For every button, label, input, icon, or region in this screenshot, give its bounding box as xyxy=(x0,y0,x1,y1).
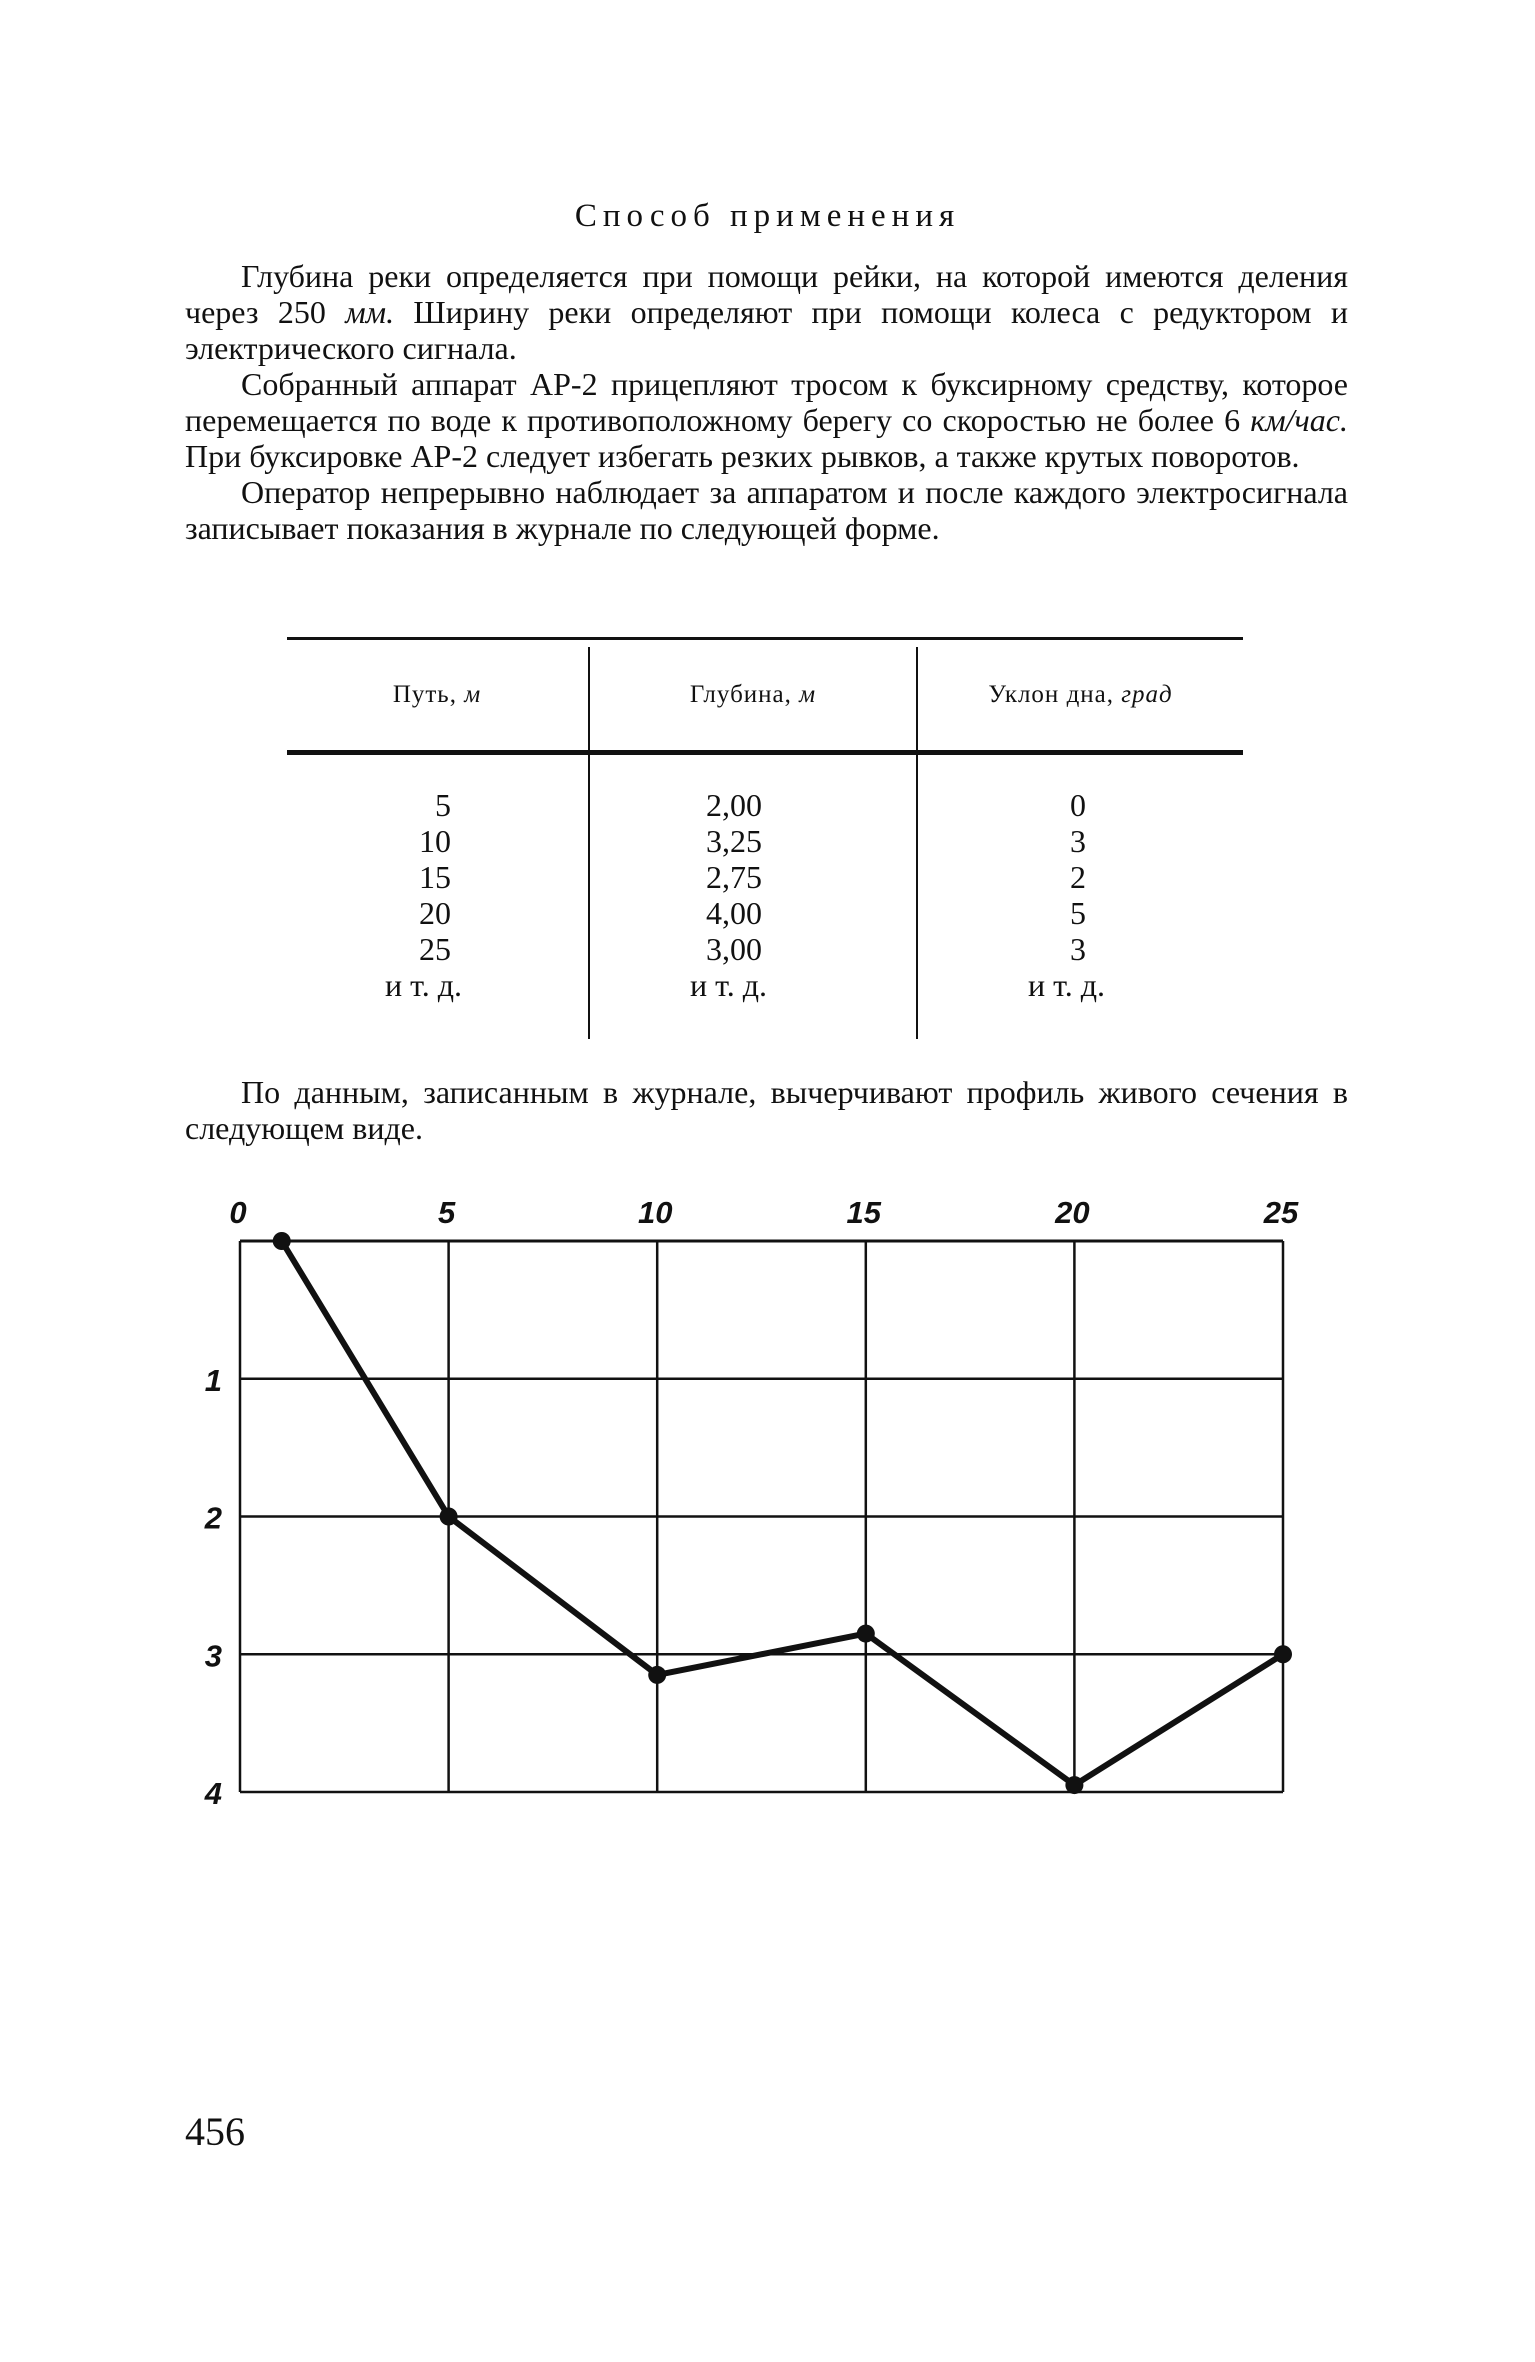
paragraph-towing: Собранный аппарат АР-2 прицепляют тросом к буксирному средству, которое перемещается по воде к противоположному берегу со скоростью не более 6 км/час. При буксировке АР-2 следует избегать резких рывков, а также крутых поворотов. xyxy=(185,366,1348,474)
section-heading: Способ применения xyxy=(574,198,961,234)
table-cell: 15 xyxy=(419,859,451,895)
table-cell: 2,75 xyxy=(706,859,762,895)
profile-point xyxy=(1274,1645,1292,1663)
table-cell: 4,00 xyxy=(706,895,762,931)
paragraph-depth: Глубина реки определяется при помощи рейки, на которой имеются деления через 250 мм. Ширину реки определяют при помощи колеса с редуктором и электрического сигнала. xyxy=(185,258,1348,366)
header-depth: Глубина, м xyxy=(689,681,817,708)
x-tick-label: 0 xyxy=(229,1195,247,1230)
y-tick-label: 4 xyxy=(204,1776,222,1811)
profile-point xyxy=(648,1666,666,1684)
table-cell: 3 xyxy=(1070,823,1086,859)
profile-point xyxy=(1065,1776,1083,1794)
y-tick-label: 1 xyxy=(204,1362,222,1398)
y-tick-label: 3 xyxy=(204,1638,222,1674)
y-tick-label: 2 xyxy=(204,1500,222,1536)
table-cell: 3,25 xyxy=(706,823,762,859)
paragraph-profile: По данным, записанным в журнале, вычерчивают профиль живого сечения в следующем виде. xyxy=(185,1074,1348,1146)
profile-point xyxy=(440,1508,458,1526)
profile-point xyxy=(273,1232,291,1250)
x-tick-label: 15 xyxy=(846,1195,882,1230)
header-distance: Путь, м xyxy=(392,681,482,708)
profile-point xyxy=(857,1625,875,1643)
table-cell: 3 xyxy=(1070,931,1086,967)
x-tick-label: 5 xyxy=(437,1195,456,1230)
table-cell: 5 xyxy=(435,787,451,823)
table-cell: и т. д. xyxy=(385,967,462,1003)
table-cell: 2 xyxy=(1070,859,1086,895)
table-cell: 20 xyxy=(419,895,451,931)
paragraph-operator: Оператор непрерывно наблюдает за аппаратом и после каждого электросигнала записывает показания в журнале по следующей форме. xyxy=(185,474,1348,546)
table-cell: 5 xyxy=(1070,895,1086,931)
table-cell: и т. д. xyxy=(690,967,767,1003)
table-cell: 0 xyxy=(1070,787,1086,823)
page-number: 456 xyxy=(185,2109,245,2154)
x-tick-label: 20 xyxy=(1055,1195,1090,1230)
x-tick-label: 25 xyxy=(1263,1195,1299,1230)
x-tick-label: 10 xyxy=(637,1195,673,1230)
profile-line xyxy=(282,1241,1283,1785)
table-cell: 3,00 xyxy=(706,931,762,967)
table-cell: и т. д. xyxy=(1028,967,1105,1003)
header-slope: Уклон дна, град xyxy=(988,681,1173,708)
table-cell: 25 xyxy=(419,931,451,967)
table-cell: 10 xyxy=(419,823,451,859)
table-cell: 2,00 xyxy=(706,787,762,823)
